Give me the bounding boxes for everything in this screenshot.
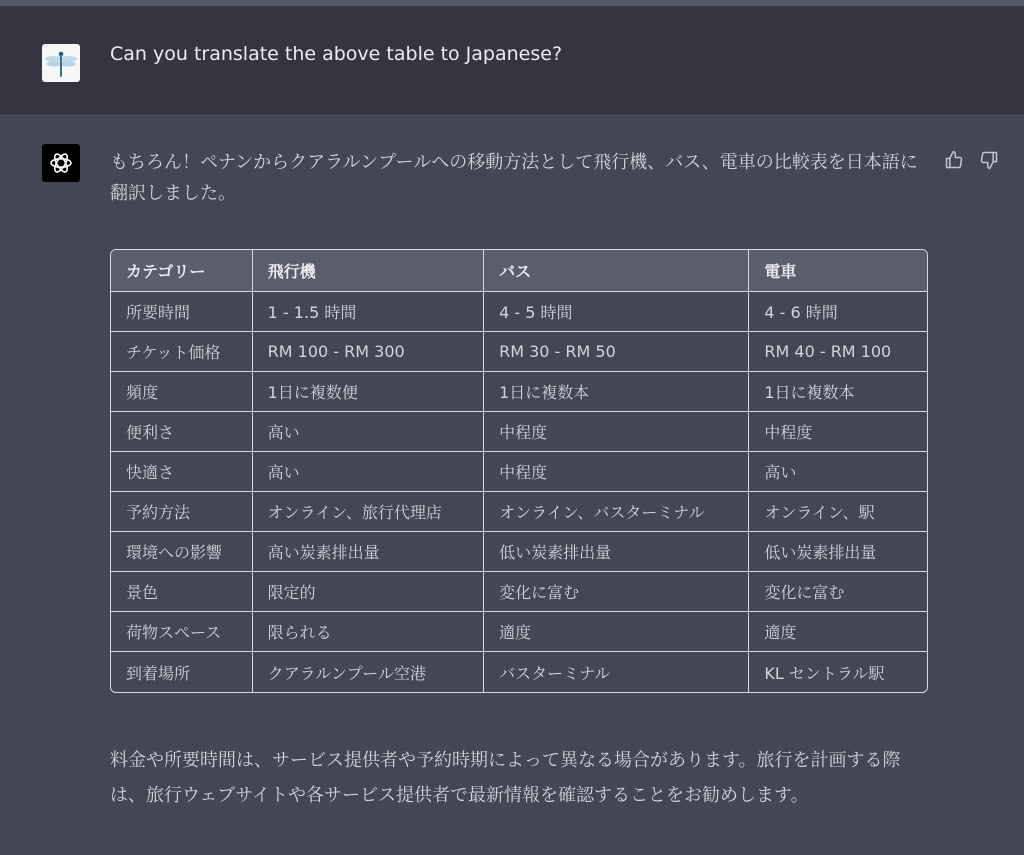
table-cell: 4 - 5 時間 — [484, 292, 749, 332]
thumbs-down-button[interactable] — [977, 148, 1001, 172]
table-row — [111, 612, 927, 652]
table-cell: オンライン、バスターミナル — [484, 492, 749, 532]
table-row — [111, 492, 927, 532]
table-cell: 景色 — [111, 572, 253, 612]
table-cell: バスターミナル — [484, 652, 749, 692]
user-message-row — [0, 6, 1024, 114]
table-cell: 便利さ — [111, 412, 253, 452]
table-cell: 頻度 — [111, 372, 253, 412]
table-cell: 1日に複数本 — [484, 372, 749, 412]
table-row — [111, 292, 927, 332]
table-header-cell: バス — [484, 250, 749, 292]
table-cell: 適度 — [484, 612, 749, 652]
assistant-avatar — [42, 144, 80, 182]
table-cell: 高い — [749, 452, 927, 492]
assistant-intro-text: もちろん！ペナンからクアラルンプールへの移動方法として飛行機、バス、電車の比較表を日本語に翻訳しました。 — [110, 152, 918, 204]
table-cell: 中程度 — [484, 452, 749, 492]
table-header-cell: カテゴリー — [111, 250, 253, 292]
table-cell: 中程度 — [749, 412, 927, 452]
table-row — [111, 372, 927, 412]
table-row — [111, 572, 927, 612]
table-row — [111, 652, 927, 692]
table-cell: 高い — [253, 412, 484, 452]
table-cell: 高い炭素排出量 — [253, 532, 484, 572]
table-header-cell: 電車 — [749, 250, 927, 292]
table-cell: 変化に富む — [749, 572, 927, 612]
table-cell: 1日に複数本 — [749, 372, 927, 412]
table-cell: クアラルンプール空港 — [253, 652, 484, 692]
dragonfly-icon — [42, 44, 80, 82]
table-cell: 高い — [253, 452, 484, 492]
table-row — [111, 332, 927, 372]
comparison-table — [110, 249, 928, 693]
table-cell: 快適さ — [111, 452, 253, 492]
table-cell: 変化に富む — [484, 572, 749, 612]
table-row — [111, 532, 927, 572]
user-avatar — [42, 44, 80, 82]
user-message-text: Can you translate the above table to Japanese? — [110, 43, 563, 65]
table-header-cell: 飛行機 — [253, 250, 484, 292]
table-cell: 4 - 6 時間 — [749, 292, 927, 332]
openai-logo-icon — [48, 150, 74, 176]
table-cell: RM 30 - RM 50 — [484, 332, 749, 372]
table-cell: 限られる — [253, 612, 484, 652]
table-cell: KL セントラル駅 — [764, 663, 885, 683]
table-cell: オンライン、旅行代理店 — [253, 492, 484, 532]
table-row — [111, 412, 927, 452]
table-cell: オンライン、駅 — [749, 492, 927, 532]
table-cell: 低い炭素排出量 — [484, 532, 749, 572]
table-cell: RM 40 - RM 100 — [749, 332, 927, 372]
table-cell: 到着場所 — [111, 652, 253, 692]
table-cell: 1 - 1.5 時間 — [253, 292, 484, 332]
table-cell: チケット価格 — [111, 332, 253, 372]
thumbs-up-icon — [944, 150, 964, 170]
thumbs-down-icon — [979, 150, 999, 170]
table-cell: 1日に複数便 — [253, 372, 484, 412]
table-cell: 限定的 — [253, 572, 484, 612]
table-cell: 中程度 — [484, 412, 749, 452]
table-cell: RM 100 - RM 300 — [253, 332, 484, 372]
table-cell: 所要時間 — [111, 292, 253, 332]
table-header-row — [111, 250, 927, 292]
table-row — [111, 452, 927, 492]
table-cell: 適度 — [749, 612, 927, 652]
thumbs-up-button[interactable] — [942, 148, 966, 172]
table-cell: 荷物スペース — [111, 612, 253, 652]
table-cell: 低い炭素排出量 — [749, 532, 927, 572]
table-cell: 環境への影響 — [111, 532, 253, 572]
table-cell: 予約方法 — [111, 492, 253, 532]
assistant-outro-text: 料金や所要時間は、サービス提供者や予約時期によって異なる場合があります。旅行を計画する際は、旅行ウェブサイトや各サービス提供者で最新情報を確認することをお勧めします。 — [110, 750, 901, 806]
